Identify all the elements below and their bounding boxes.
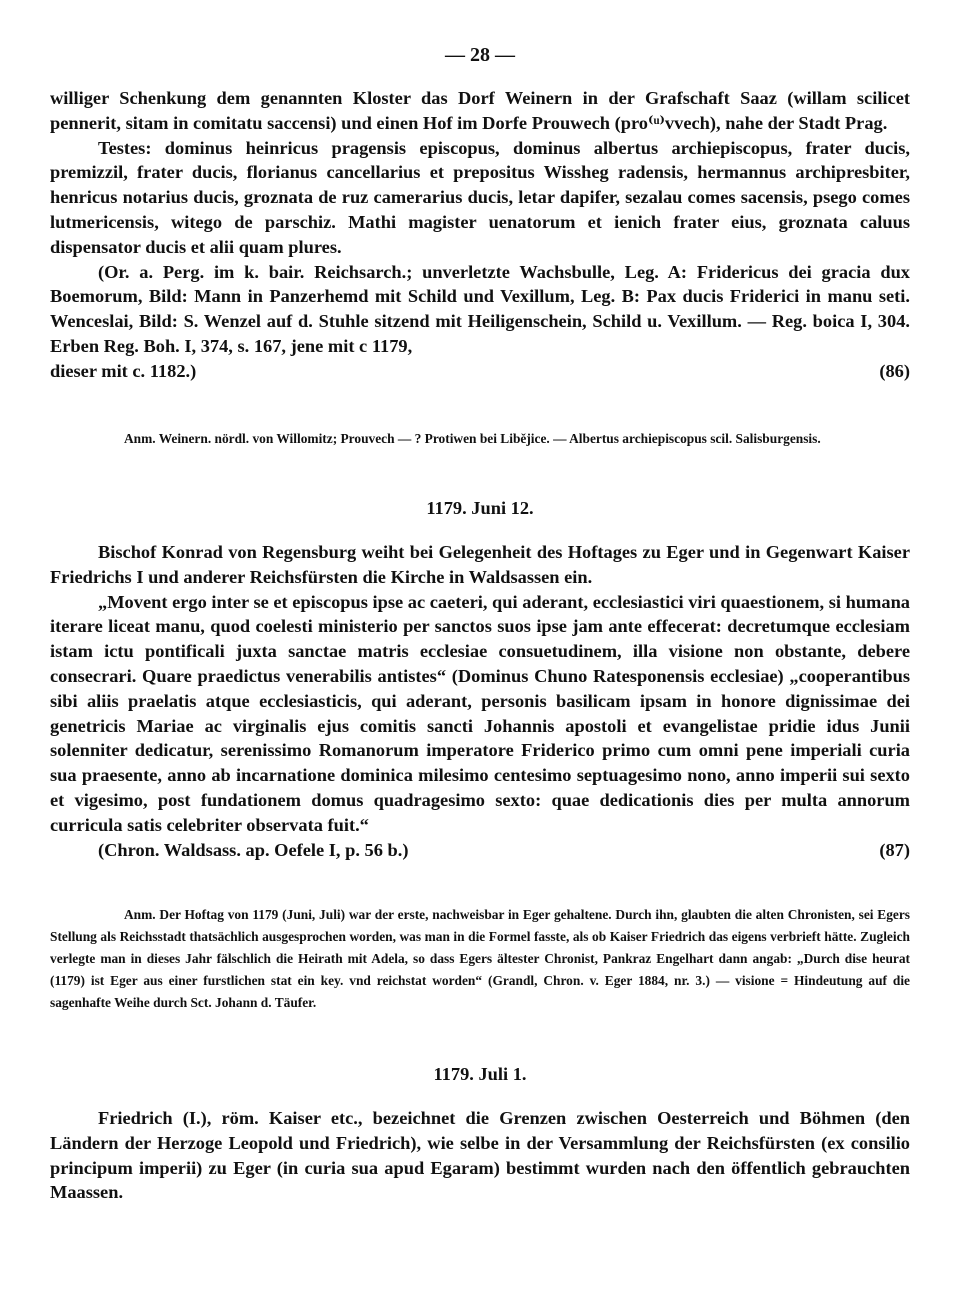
doc87-source: (Chron. Waldsass. ap. Oefele I, p. 56 b.) bbox=[98, 839, 409, 860]
document-87 bbox=[50, 540, 910, 862]
doc86-source-last-line bbox=[50, 359, 910, 384]
page-number: — 28 — bbox=[445, 44, 515, 66]
doc87-quotation: „Movent ergo inter se et episcopus ipse ac caeteri, qui aderant, ecclesiastici viri quaestionem, si humana iterare liceat manu, quod coelesti ministerio per sanctos suos ipse jam ante effecerat: decretumque ecclesiam istam ictu pontificali juxta sanctae matris ecclesiae consuetudinem, illa visione non obstante, debere consecrari. Quare praedictus venerabilis antistes“ (Dominus Chuno Ratesponensis ecclesiae) „cooperantibus sibi aliis praelatis atque ecclesiasticis, qui aderant, personis basilicam ipsam in honore dignissimae dei genetricis Mariae ac virginalis ejus comitis sancti Johannis apostoli et evangelistae pridie idus Junii solenniter dedicatur, serenissimo Romanorum imperatore Friderico primo cum omni pene imperiali curia sua praesente, anno ab incarnatione dominica milesimo centesimo septuagesimo nono, anno imperii sui sexto et vigesimo, post fundationem domus quadragesimo sexto: quae dedicationis dies per multa annorum curricula satis celebriter observata fuit.“ bbox=[50, 591, 910, 835]
doc86-source-tail: dieser mit c. 1182.) bbox=[50, 360, 197, 381]
doc86-note: Anm. Weinern. nördl. von Willomitz; Prouvech — ? Protiwen bei Libějice. — Albertus archiepiscopus scil. Salisburgensis. bbox=[124, 431, 821, 446]
document-86 bbox=[50, 86, 910, 384]
doc86-witnesses: Testes: dominus heinricus pragensis episcopus, dominus albertus archiepiscopus, frater ducis, premizzil, frater ducis, florianus cancellarius et prepositus Wissheg radensis, hermannus archipresbiter, henricus notarius ducis, groznata de ruz camerarius ducis, letar dapifer, sezalau comes sacensis, psego comes lutmericensis, witego de parschiz. Mathi magister uenatorum et ienich frater eius, groznata caluus dispensator ducis et alii quam plures. bbox=[50, 137, 910, 257]
document-88 bbox=[50, 1106, 910, 1205]
doc87-summary: Bischof Konrad von Regensburg weiht bei Gelegenheit des Hoftages zu Eger und in Gegenwart Kaiser Friedrichs I und anderer Reichsfürsten die Kirche in Waldsassen ein. bbox=[50, 542, 910, 587]
doc86-source-description: (Or. a. Perg. im k. bair. Reichsarch.; unverletzte Wachsbulle, Leg. A: Fridericus dei gracia dux Boemorum, Bild: Mann in Panzerhemd mit Schild und Vexillum, Leg. B: Pax ducis Friderici in manu seti. Wenceslai, Bild: S. Wenzel auf d. Stuhle sitzend mit Heiligenschein, Schild u. Vexillum. — Reg. boica I, 304. Erben Reg. Boh. I, 374, s. 167, jene mit c 1179, bbox=[50, 261, 910, 356]
doc87-annotation bbox=[50, 904, 910, 1014]
doc87-date: 1179. Juni 12. bbox=[426, 498, 534, 518]
doc86-annotation bbox=[50, 428, 910, 450]
doc87-number: (87) bbox=[879, 839, 910, 860]
doc86-paragraph-1: williger Schenkung dem genannten Kloster das Dorf Weinern in der Grafschaft Saaz (willam scilicet pennerit, sitam in comitatu saccensi) und einen Hof im Dorfe Prouwech (pro⁽ᵘ⁾vvech), nahe der Stadt Prag. bbox=[50, 88, 910, 133]
doc88-date: 1179. Juli 1. bbox=[433, 1064, 527, 1084]
doc87-source-line bbox=[50, 838, 910, 863]
doc86-number: (86) bbox=[879, 360, 910, 381]
doc88-summary: Friedrich (I.), röm. Kaiser etc., bezeichnet die Grenzen zwischen Oesterreich und Böhmen (den Ländern der Herzoge Leopold und Friedrich), wie selbe in der Versammlung der Reichsfürsten (ex consilio principum imperii) zu Eger (in curia sua apud Egaram) bestimmt wurden nach den öffentlich gebrauchten Maassen. bbox=[50, 1108, 910, 1203]
doc87-note: Anm. Der Hoftag von 1179 (Juni, Juli) war der erste, nachweisbar in Eger gehaltene. Durch ihn, glaubten die alten Chronisten, sei Egers Stellung als Reichsstadt thatsächlich ausgesprochen worden, was man in die Formel fasste, als ob Kaiser Friedrich das eigens verbrieft hätte. Zugleich verlegte man in dieses Jahr fälschlich die Heirath mit Adela, so dass Egers ältester Chronist, Pankraz Engelhart dann angab: „Durch dise heurat (1179) ist Eger aus einer furstlichen stat ein key. vnd reichstat worden“ (Grandl, Chron. v. Eger 1884, nr. 3.) — visione = Hindeutung auf die sagenhafte Weihe durch Sct. Johann d. Täufer. bbox=[50, 907, 910, 1010]
